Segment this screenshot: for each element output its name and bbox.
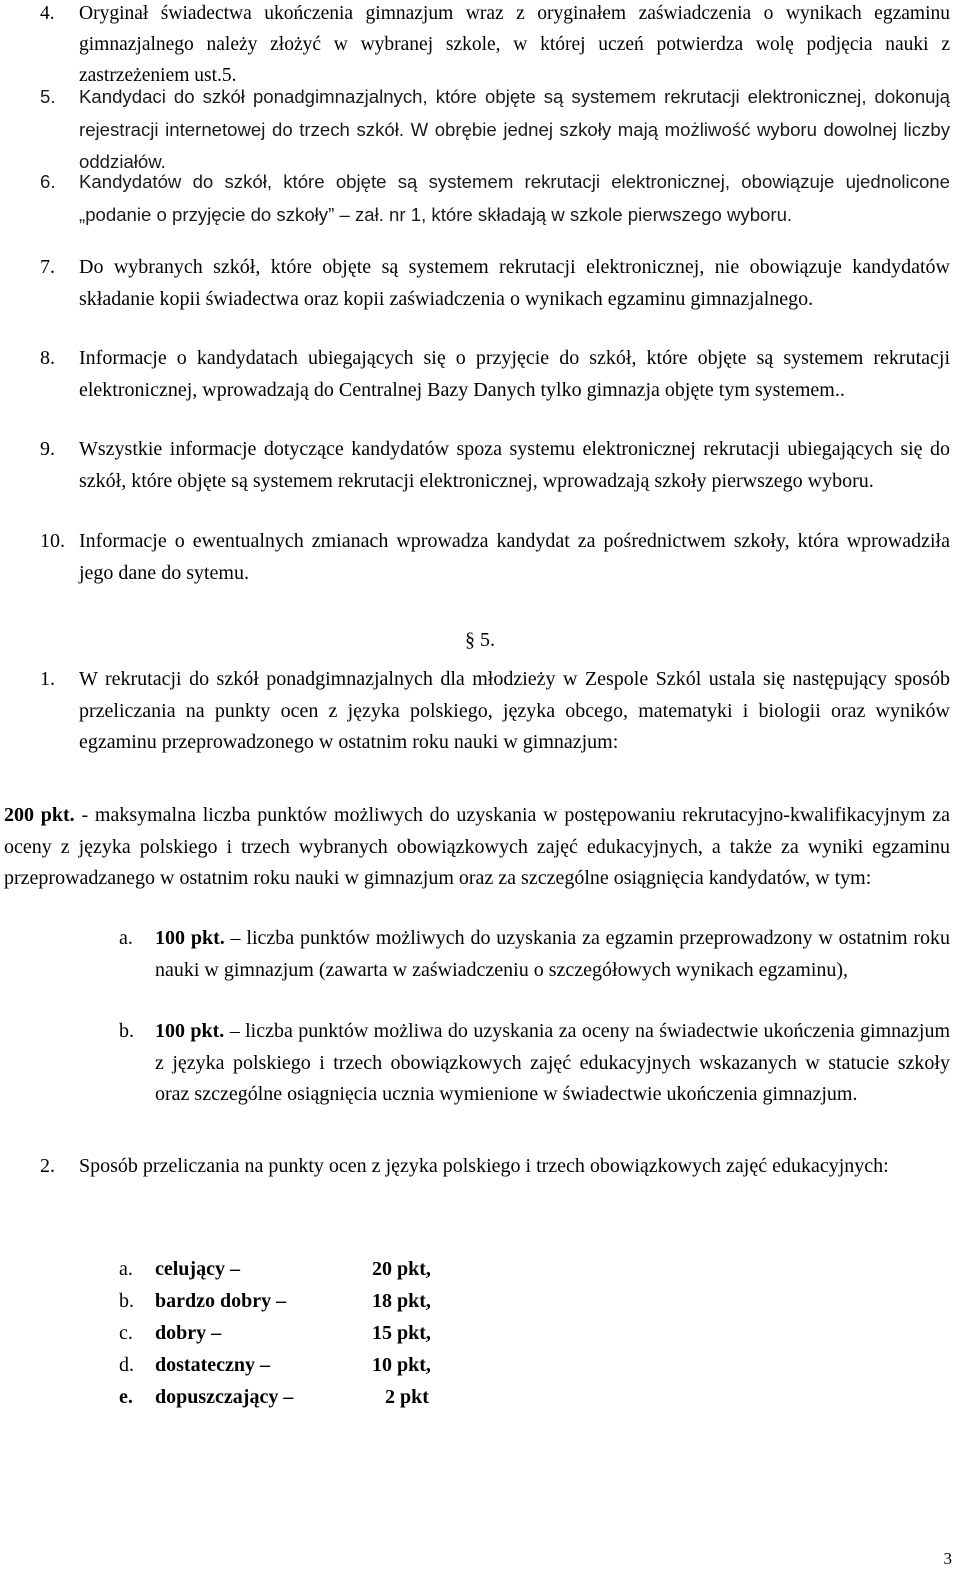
list-text: Informacje o ewentualnych zmianach wprowadza kandydat za pośrednictwem szkoły, która wprowadziła jego dane do sytemu. [79,530,950,584]
section-heading: § 5. [465,629,495,651]
grade-points: 18 pkt, [372,1290,431,1312]
sub-point-b [119,1016,950,1111]
grade-letter: d. [119,1354,134,1376]
points-total-text: - maksymalna liczba punktów możliwych do uzyskania w postępowaniu rekrutacyjno-kwalifikacyjnym za oceny z języka polskiego i trzech wybranych obowiązkowych zajęć edukacyjnych, a także za wyniki egzaminu przeprowadzanego w ostatnim roku nauki w gimnazjum oraz za szczególne osiągnięcia kandydatów, w tym: [4,804,951,889]
list-item-8 [40,343,950,406]
list-item-5 [40,81,950,179]
list-number: 9. [40,438,55,460]
sub-letter: b. [119,1020,134,1042]
list-number: 6. [40,171,56,192]
list-text: W rekrutacji do szkół ponadgimnazjalnych dla młodzieży w Zespole Szkól ustala się następujący sposób przeliczania na punkty ocen z języka polskiego, języka obcego, matematyki i biologii oraz wyników egzaminu przeprowadzonego w ostatnim roku nauki w gimnazjum: [79,668,950,753]
paragraph-item-2 [40,1151,950,1183]
grade-letter: b. [119,1290,134,1312]
list-text: Wszystkie informacje dotyczące kandydatów spoza systemu elektronicznej rekrutacji ubiegających się do szkół, które objęte są systemem rekrutacji elektronicznej, wprowadzają szkoły pierwszego wyboru. [79,438,950,492]
list-number: 4. [40,3,55,24]
sub-body: – liczba punktów możliwa do uzyskania za oceny na świadectwie ukończenia gimnazjum z języka polskiego i trzech obowiązkowych zajęć edukacyjnych wskazanych w statucie szkoły oraz szczególne osiągnięcia ucznia wymienione w świadectwie ukończenia gimnazjum. [155,1020,951,1105]
paragraph-item-1 [40,664,950,759]
page-number: 3 [943,1548,952,1568]
grade-points: 2 pkt [385,1386,429,1408]
list-number: 1. [40,668,55,690]
grade-points: 20 pkt, [372,1258,431,1280]
list-number: 2. [40,1155,55,1177]
grade-letter: c. [119,1322,133,1344]
grade-points: 15 pkt, [372,1322,431,1344]
list-item-10 [40,526,950,589]
sub-bold: 100 pkt. [155,1020,225,1042]
list-number: 7. [40,256,55,278]
list-text: Sposób przeliczania na punkty ocen z języka polskiego i trzech obowiązkowych zajęć edukacyjnych: [79,1155,889,1177]
list-number: 10. [40,530,65,552]
grade-name: dostateczny – [155,1354,270,1376]
list-text: Oryginał świadectwa ukończenia gimnazjum wraz z oryginałem zaświadczenia o wynikach egzaminu gimnazjalnego należy złożyć w wybranej szkole, w której uczeń potwierdza wolę podjęcia nauki z zastrzeżeniem ust.5. [79,3,950,86]
list-item-4 [40,0,950,91]
grade-points: 10 pkt, [372,1354,431,1376]
list-item-9 [40,434,950,497]
grade-letter: e. [119,1386,133,1408]
list-number: 8. [40,347,55,369]
sub-text [155,1016,950,1111]
grade-name: bardzo dobry – [155,1290,287,1312]
list-text: Kandydaci do szkół ponadgimnazjalnych, które objęte są systemem rekrutacji elektronicznej, dokonują rejestracji internetowej do trzech szkół. W obrębie jednej szkoły mają możliwość wyboru dowolnej liczby oddziałów. [79,86,950,172]
sub-point-a [119,923,950,986]
sub-bold: 100 pkt. [155,927,225,949]
list-number: 5. [40,86,56,107]
list-item-7 [40,252,950,315]
sub-text [155,923,950,986]
points-total-bold: 200 pkt. [4,804,75,826]
grade-letter: a. [119,1258,133,1280]
grade-name: dobry – [155,1322,222,1344]
list-text: Do wybranych szkół, które objęte są systemem rekrutacji elektronicznej, nie obowiązuje kandydatów składanie kopii świadectwa oraz kopii zaświadczenia o wynikach egzaminu gimnazjalnego. [79,256,950,310]
points-total-paragraph [4,800,950,895]
sub-letter: a. [119,927,133,949]
grade-name: celujący – [155,1258,240,1280]
list-text: Informacje o kandydatach ubiegających się o przyjęcie do szkół, które objęte są systemem rekrutacji elektronicznej, wprowadzają do Centralnej Bazy Danych tylko gimnazja objęte tym systemem.. [79,347,950,401]
list-text: Kandydatów do szkół, które objęte są systemem rekrutacji elektronicznej, obowiązuje ujednolicone „podanie o przyjęcie do szkoły” – zał. nr 1, które składają w szkole pierwszego wyboru. [79,171,950,225]
grade-name: dopuszczający – [155,1386,294,1408]
list-item-6 [40,166,950,231]
sub-body: – liczba punktów możliwych do uzyskania za egzamin przeprowadzony w ostatnim roku nauki w gimnazjum (zawarta w zaświadczeniu o szczegółowych wynikach egzaminu), [155,927,950,981]
